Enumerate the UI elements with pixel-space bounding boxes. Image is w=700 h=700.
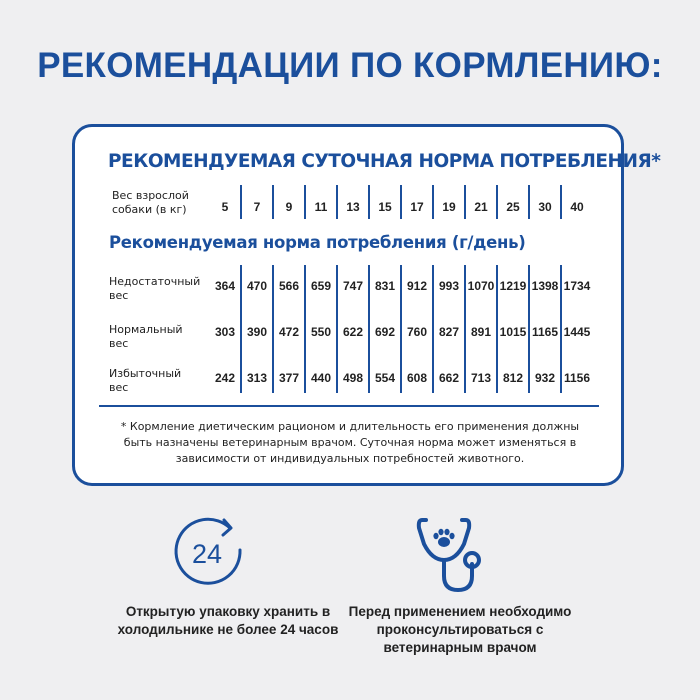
value-cell: 827 — [438, 325, 460, 339]
subheading: Рекомендуемая норма потребления (г/день) — [109, 233, 526, 252]
column-divider — [560, 185, 562, 219]
column-divider — [400, 265, 402, 393]
value-cell: 377 — [278, 371, 300, 385]
weight-cell: 15 — [378, 200, 392, 214]
column-divider — [560, 265, 562, 393]
value-cell: 692 — [374, 325, 396, 339]
card-heading: РЕКОМЕНДУЕМАЯ СУТОЧНАЯ НОРМА ПОТРЕБЛЕНИЯ* — [108, 151, 661, 172]
weight-cell: 7 — [253, 200, 261, 214]
weight-cell: 5 — [221, 200, 229, 214]
column-divider — [432, 265, 434, 393]
stethoscope-paw-icon — [416, 514, 496, 596]
value-cell: 1445 — [563, 325, 591, 339]
column-divider — [272, 265, 274, 393]
row-label-underweight: Недостаточный вес — [109, 275, 201, 302]
value-cell: 566 — [278, 279, 300, 293]
weight-label: Вес взрослой собаки (в кг) — [112, 189, 189, 216]
value-cell: 812 — [502, 371, 524, 385]
value-cell: 303 — [214, 325, 236, 339]
value-cell: 912 — [406, 279, 428, 293]
value-cell: 659 — [310, 279, 332, 293]
column-divider — [240, 185, 242, 219]
value-cell: 831 — [374, 279, 396, 293]
column-divider — [368, 265, 370, 393]
weight-cell: 21 — [474, 200, 488, 214]
value-cell: 932 — [534, 371, 556, 385]
value-cell: 760 — [406, 325, 428, 339]
value-cell: 1165 — [531, 325, 559, 339]
value-cell: 550 — [310, 325, 332, 339]
vet-info-text: Перед применением необходимо проконсультироваться с ветеринарным врачом — [348, 604, 572, 655]
column-divider — [304, 265, 306, 393]
column-divider — [464, 265, 466, 393]
value-cell: 472 — [278, 325, 300, 339]
weight-cell: 9 — [285, 200, 293, 214]
column-divider — [432, 185, 434, 219]
value-cell: 747 — [342, 279, 364, 293]
value-cell: 313 — [246, 371, 268, 385]
value-cell: 242 — [214, 371, 236, 385]
value-cell: 891 — [470, 325, 492, 339]
row-label-normal: Нормальный вес — [109, 323, 183, 350]
value-cell: 608 — [406, 371, 428, 385]
value-cell: 622 — [342, 325, 364, 339]
storage-info-text: Открытую упаковку хранить в холодильнике не более 24 часов — [117, 604, 339, 637]
column-divider — [368, 185, 370, 219]
column-divider — [336, 265, 338, 393]
column-divider — [336, 185, 338, 219]
column-divider — [400, 185, 402, 219]
column-divider — [528, 265, 530, 393]
weight-cell: 11 — [314, 200, 328, 214]
value-cell: 1015 — [499, 325, 527, 339]
weight-cell: 40 — [570, 200, 584, 214]
column-divider — [272, 185, 274, 219]
column-divider — [496, 265, 498, 393]
value-cell: 1070 — [467, 279, 495, 293]
clock-24-icon — [172, 516, 246, 590]
page-title: РЕКОМЕНДАЦИИ ПО КОРМЛЕНИЮ: — [37, 46, 663, 85]
weight-cell: 13 — [346, 200, 360, 214]
value-cell: 713 — [470, 371, 492, 385]
column-divider — [240, 265, 242, 393]
column-divider — [304, 185, 306, 219]
table-bottom-divider — [99, 405, 599, 407]
column-divider — [528, 185, 530, 219]
value-cell: 1398 — [531, 279, 559, 293]
value-cell: 1156 — [563, 371, 591, 385]
value-cell: 1219 — [499, 279, 527, 293]
value-cell: 554 — [374, 371, 396, 385]
weight-cell: 19 — [442, 200, 456, 214]
column-divider — [496, 185, 498, 219]
row-label-overweight: Избыточный вес — [109, 367, 182, 394]
value-cell: 364 — [214, 279, 236, 293]
value-cell: 993 — [438, 279, 460, 293]
value-cell: 1734 — [563, 279, 591, 293]
weight-cell: 25 — [506, 200, 520, 214]
feeding-card — [72, 124, 661, 486]
column-divider — [464, 185, 466, 219]
clock-24-label: 24 — [191, 539, 223, 569]
value-cell: 662 — [438, 371, 460, 385]
weight-cell: 30 — [538, 200, 552, 214]
value-cell: 390 — [246, 325, 268, 339]
value-cell: 498 — [342, 371, 364, 385]
weight-cell: 17 — [410, 200, 424, 214]
value-cell: 440 — [310, 371, 332, 385]
footnote: * Кормление диетическим рационом и длительность его применения должны быть назначены ветеринарным врачом. Суточная норма может изменяться в зависимости от индивидуальных потребностей животного. — [120, 420, 580, 465]
value-cell: 470 — [246, 279, 268, 293]
